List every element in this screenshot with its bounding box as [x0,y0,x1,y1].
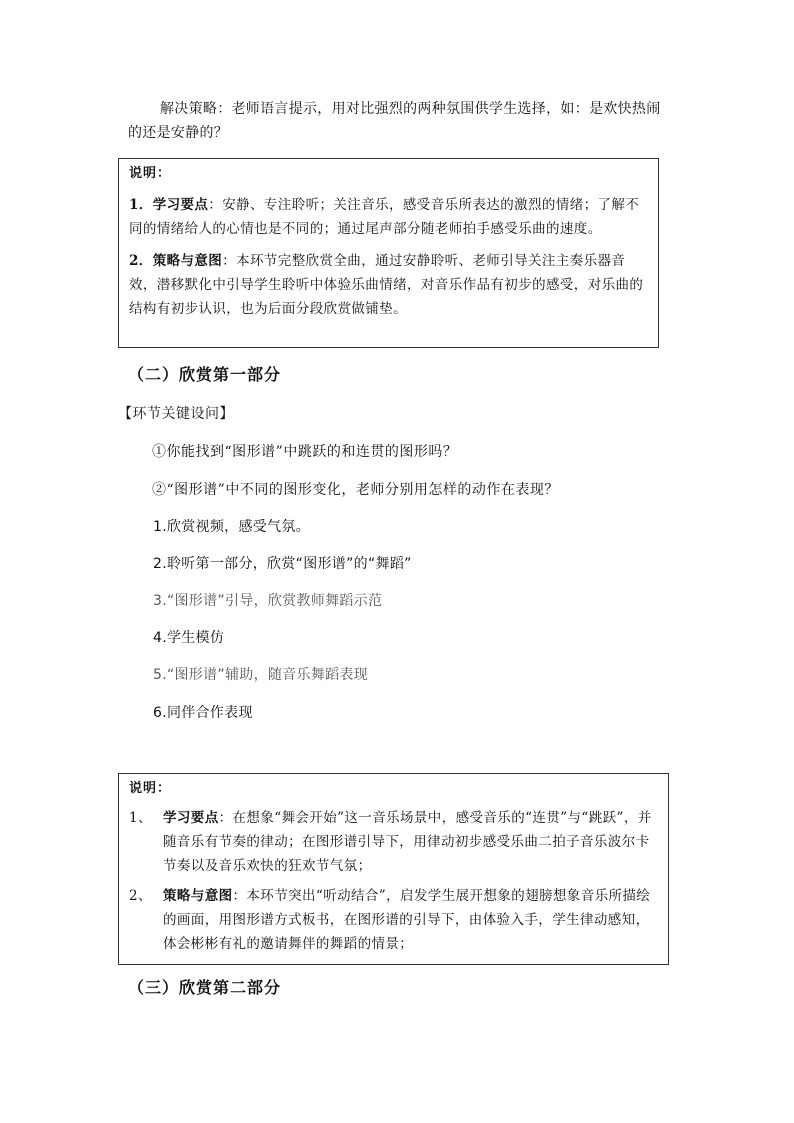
strategy-paragraph: 解决策略：老师语言提示，用对比强烈的两种氛围供学生选择，如：是欢快热闹的还是安静的？ [128,101,661,141]
learning-points-text: ：在想象“舞会开始”这一音乐场景中，感受音乐的“连贯”与“跳跃”，并随音乐有节奏的律动；在图形谱引导下，用律动初步感受乐曲二拍子音乐波尔卡节奏以及音乐欢快的狂欢节气氛； [163,810,652,874]
learning-points-paragraph [129,193,648,241]
step-item: 5.“图形谱”辅助，随音乐舞蹈表现 [153,667,368,683]
step-item: 1.欣赏视频，感受气氛。 [153,519,310,535]
learning-points-item [129,806,658,878]
note-box-1 [118,158,659,348]
section-heading-part2: （三）欣赏第二部分 [128,978,282,997]
strategy-intent-text: ：本环节突出“听动结合”，启发学生展开想象的翅膀想象音乐所描绘的画面，用图形谱方式板书，在图形谱的引导下，由体验入手，学生律动感知，体会彬彬有礼的邀请舞伴的舞蹈的情景； [163,888,651,952]
learning-points-text: ：安静、专注聆听；关注音乐，感受音乐所表达的激烈的情绪；了解不同的情绪给人的心情也是不同的；通过尾声部分随老师拍手感受乐曲的速度。 [129,197,640,237]
strategy-intent-label: 2．策略与意图 [129,253,223,269]
question-2: ②“图形谱”中不同的图形变化，老师分别用怎样的动作在表现？ [152,482,559,498]
strategy-intent-label: 策略与意图 [163,888,233,904]
section-heading-part1: （二）欣赏第一部分 [128,365,282,384]
list-number: 1、 [129,810,152,826]
strategy-intent-paragraph [129,249,648,321]
strategy-intent-item [129,884,658,956]
note-box-2 [118,773,669,965]
note-box-title: 说明： [129,166,172,181]
key-questions-label: 【环节关键设问】 [118,406,234,422]
learning-points-label: 1．学习要点 [129,197,209,213]
list-text [163,806,658,878]
step-item: 3.“图形谱”引导，欣赏教师舞蹈示范 [153,593,383,609]
strategy-intent-text: ：本环节完整欣赏全曲，通过安静聆听、老师引导关注主奏乐器音效，潜移默化中引导学生聆听中体验乐曲情绪，对音乐作品有初步的感受，对乐曲的结构有初步认识，也为后面分段欣赏做铺垫。 [129,253,644,317]
question-1: ①你能找到“图形谱”中跳跃的和连贯的图形吗？ [152,444,458,460]
list-text [163,884,658,956]
learning-points-label: 学习要点 [163,810,219,826]
step-item: 2.聆听第一部分，欣赏“图形谱”的“舞蹈” [153,556,412,572]
step-item: 4.学生模仿 [153,630,225,646]
list-number: 2、 [129,888,152,904]
step-item: 6.同伴合作表现 [153,705,253,721]
note-box-title: 说明： [129,781,172,796]
